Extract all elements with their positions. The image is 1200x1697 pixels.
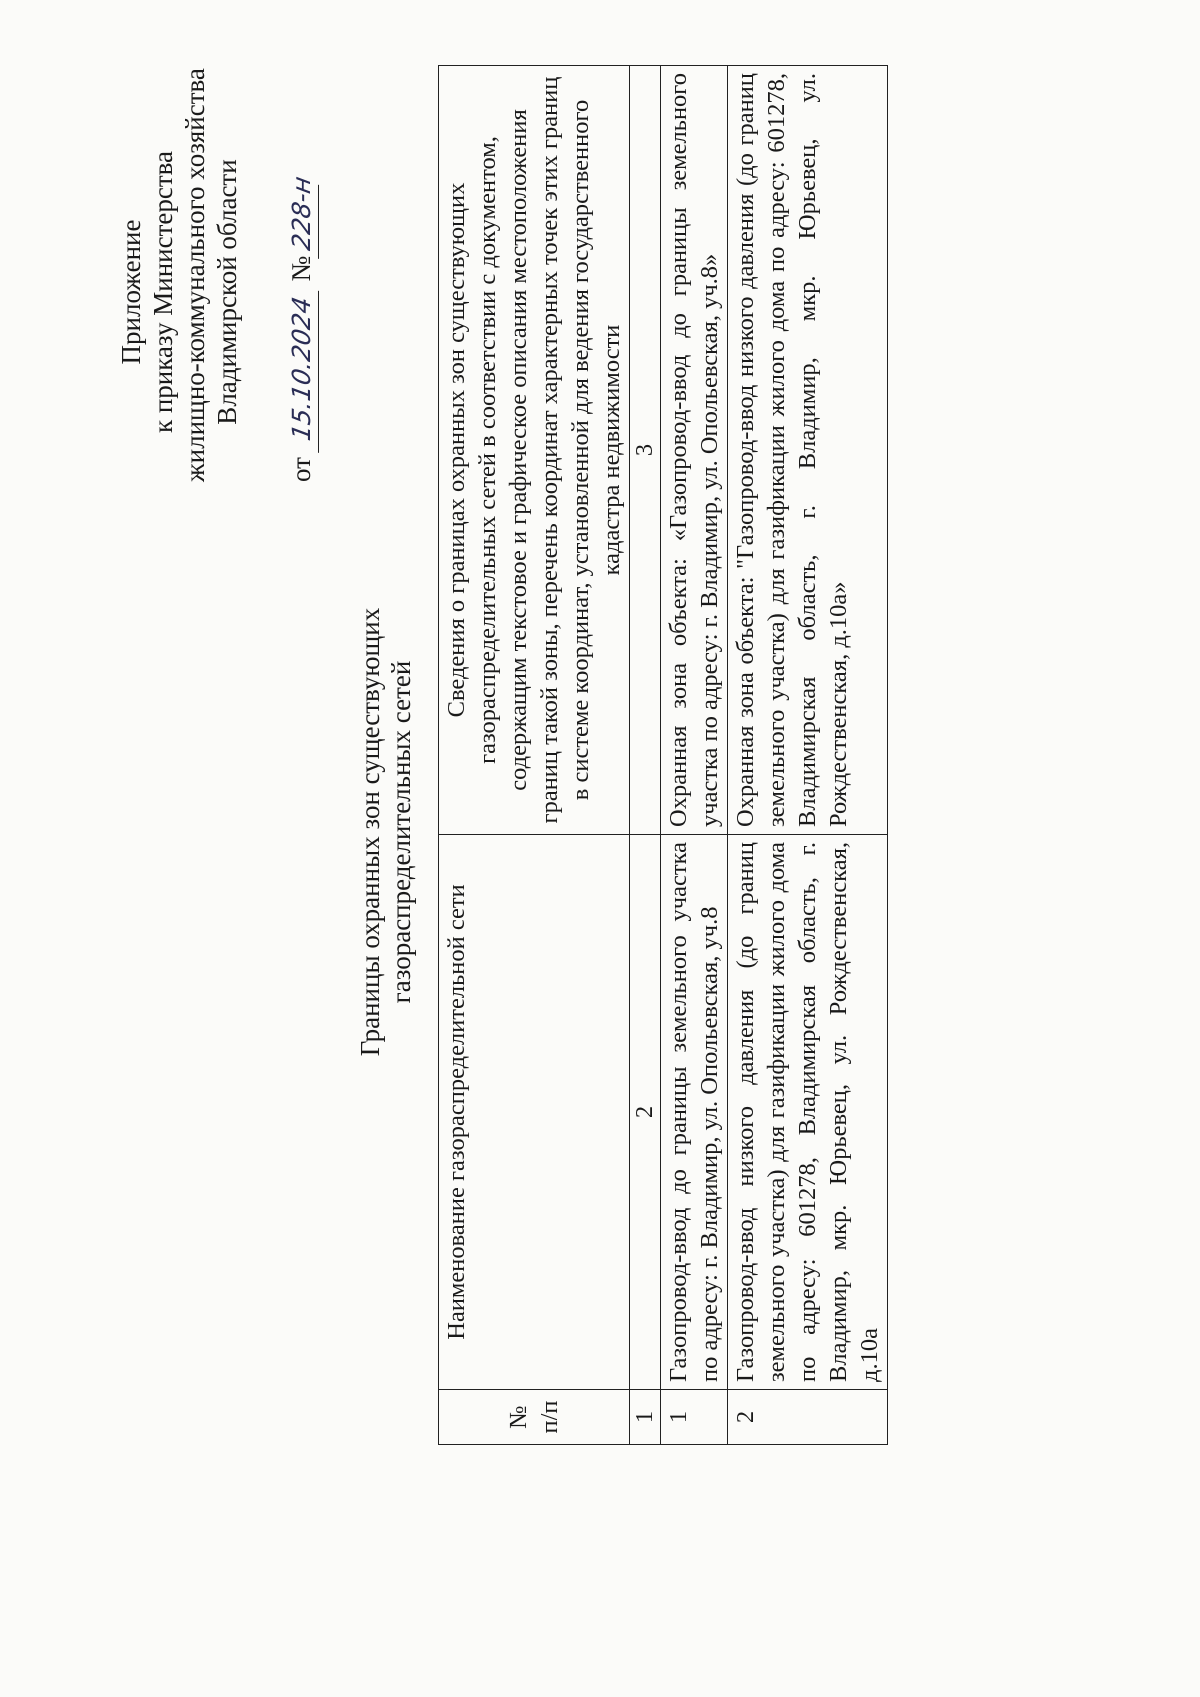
header-number: № п/п bbox=[439, 1390, 630, 1445]
appendix-line-2: к приказу Министерства bbox=[148, 150, 178, 434]
order-date-line bbox=[285, 102, 319, 482]
row-number: 2 bbox=[728, 1390, 888, 1445]
network-name-cell: Газопровод-ввод низкого давления (до границ земельного участка) для газификации жилого дома по адресу: 601278, Владимирская область, г. Владимир, мкр. Юрьевец, ул. Рождественская, д.10а bbox=[728, 835, 888, 1390]
row-number: 1 bbox=[661, 1390, 728, 1445]
column-number-3: 3 bbox=[630, 66, 661, 835]
date-prefix: от bbox=[286, 457, 316, 482]
document-title bbox=[355, 447, 417, 1217]
title-line-1: Границы охранных зон существующих bbox=[355, 607, 385, 1057]
handwritten-order-number: 228-н bbox=[286, 179, 319, 259]
appendix-line-1: Приложение bbox=[116, 219, 146, 365]
zone-info-cell: Охранная зона объекта: "Газопровод-ввод низкого давления (до границ земельного участка) для газификации жилого дома по адресу: 601278, Владимирская область, г. Владимир, мкр. Юрьевец, ул. Рождественская, д.10а» bbox=[728, 66, 888, 835]
table-row bbox=[728, 66, 888, 1445]
header-network-name: Наименование газораспределительной сети bbox=[439, 835, 630, 1390]
column-number-row bbox=[630, 66, 661, 1445]
table-header-row bbox=[439, 66, 630, 1445]
appendix-block bbox=[115, 68, 319, 482]
appendix-line-3: жилищно-коммунального хозяйства bbox=[180, 68, 210, 482]
column-number-2: 2 bbox=[630, 835, 661, 1390]
column-number-1: 1 bbox=[630, 1390, 661, 1445]
appendix-line-4: Владимирской области bbox=[212, 159, 242, 425]
protection-zones-table bbox=[438, 65, 888, 1445]
zone-info-cell: Охранная зона объекта: «Газопровод-ввод до границы земельного участка по адресу: г. Владимир, ул. Опольевская, уч.8» bbox=[661, 66, 728, 835]
network-name-cell: Газопровод-ввод до границы земельного участка по адресу: г. Владимир, ул. Опольевская, уч.8 bbox=[661, 835, 728, 1390]
header-zone-info: Сведения о границах охранных зон существующих газораспределительных сетей в соответствии с документом, содержащим текстовое и графическое описания местоположения границ такой зоны, перечень координат характерных точек этих границ в системе координат, установленной для ведения государственного кадастра недвижимости bbox=[439, 66, 630, 835]
title-line-2: газораспределительных сетей bbox=[386, 660, 416, 1004]
table-row bbox=[661, 66, 728, 1445]
number-label: № bbox=[286, 255, 316, 282]
handwritten-date: 15.10.2024 bbox=[286, 285, 319, 453]
